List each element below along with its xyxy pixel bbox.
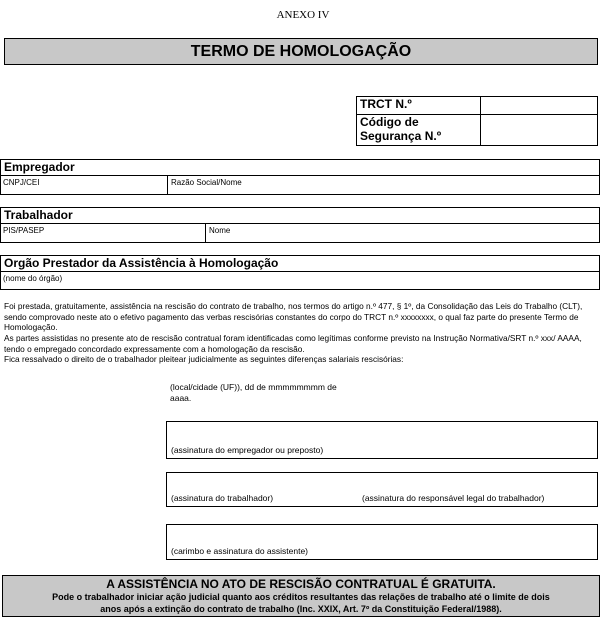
cnpj-label: CNPJ/CEI	[3, 178, 40, 187]
worker-signature-box[interactable]	[166, 472, 598, 507]
worker-signature-label: (assinatura do trabalhador)	[171, 493, 274, 503]
place-date: (local/cidade (UF)), dd de mmmmmmmm de aaaa.	[170, 382, 337, 403]
employer-signature-label: (assinatura do empregador ou preposto)	[171, 445, 324, 455]
worker-section-title: Trabalhador	[4, 208, 73, 222]
assistant-signature-label: (carimbo e assinatura do assistente)	[171, 546, 309, 556]
assistant-signature-box[interactable]	[166, 524, 598, 560]
company-name-label: Razão Social/Nome	[171, 178, 242, 187]
footer-note-line2: anos após a extinção do contrato de trabalho (Inc. XXIX, Art. 7º da Constituição Federal/1988).	[100, 604, 502, 614]
worker-section	[0, 207, 600, 243]
body-paragraph-3: Fica ressalvado o direito de o trabalhador pleitear judicialmente as seguintes diferenças salariais rescisórias:	[4, 354, 404, 364]
company-name-field[interactable]	[169, 177, 242, 188]
trct-number-field[interactable]	[481, 97, 598, 115]
legal-guardian-signature-label: (assinatura do responsável legal do trabalhador)	[362, 493, 545, 503]
trct-number-label: TRCT N.º	[357, 97, 481, 115]
trct-table	[356, 96, 598, 146]
assisting-body-name-field[interactable]	[1, 273, 62, 284]
security-code-label	[357, 115, 481, 146]
footer-note-line1: Pode o trabalhador iniciar ação judicial quanto aos créditos resultantes das relações de trabalho até o limite de dois	[52, 592, 550, 602]
body-paragraph-2: As partes assistidas no presente ato de rescisão contratual foram identificadas como legítimas conforme previsto na Instrução Normativa/SRT n.º xxx/ AAAA, tendo o empregado concordado expressamente com a homologação da rescisão.	[4, 333, 582, 354]
security-code-label-line2: Segurança N.º	[360, 129, 442, 143]
security-code-field[interactable]	[481, 115, 598, 146]
security-code-label-line1: Código de	[360, 115, 419, 129]
worker-name-label: Nome	[209, 226, 231, 235]
form-title: TERMO DE HOMOLOGAÇÃO	[4, 38, 598, 65]
pis-label: PIS/PASEP	[3, 226, 45, 235]
footer-headline: A ASSISTÊNCIA NO ATO DE RESCISÃO CONTRATUAL É GRATUITA.	[106, 577, 496, 591]
annex-label: ANEXO IV	[276, 9, 330, 21]
employer-section	[0, 159, 600, 195]
employer-signature-box[interactable]	[166, 421, 598, 459]
employer-section-title: Empregador	[4, 160, 75, 174]
assisting-body-name-label: (nome do órgão)	[3, 274, 63, 283]
worker-name-field[interactable]	[207, 225, 230, 236]
assisting-body-section	[0, 255, 600, 290]
cnpj-field[interactable]	[1, 177, 39, 188]
footer-notice	[2, 575, 600, 617]
pis-field[interactable]	[1, 225, 44, 236]
assisting-body-section-title: Orgão Prestador da Assistência à Homologação	[4, 256, 279, 270]
body-paragraph-1: Foi prestada, gratuitamente, assistência na rescisão do contrato de trabalho, nos termos do artigo n.º 477, § 1º, da Consolidação das Leis do Trabalho (CLT), sendo comprovado neste ato o efetivo pagamento das verbas rescisórias constantes do corpo do TRCT n.º xxxxxxxx, o qual faz parte do presente Termo de Homologação.	[4, 301, 583, 332]
